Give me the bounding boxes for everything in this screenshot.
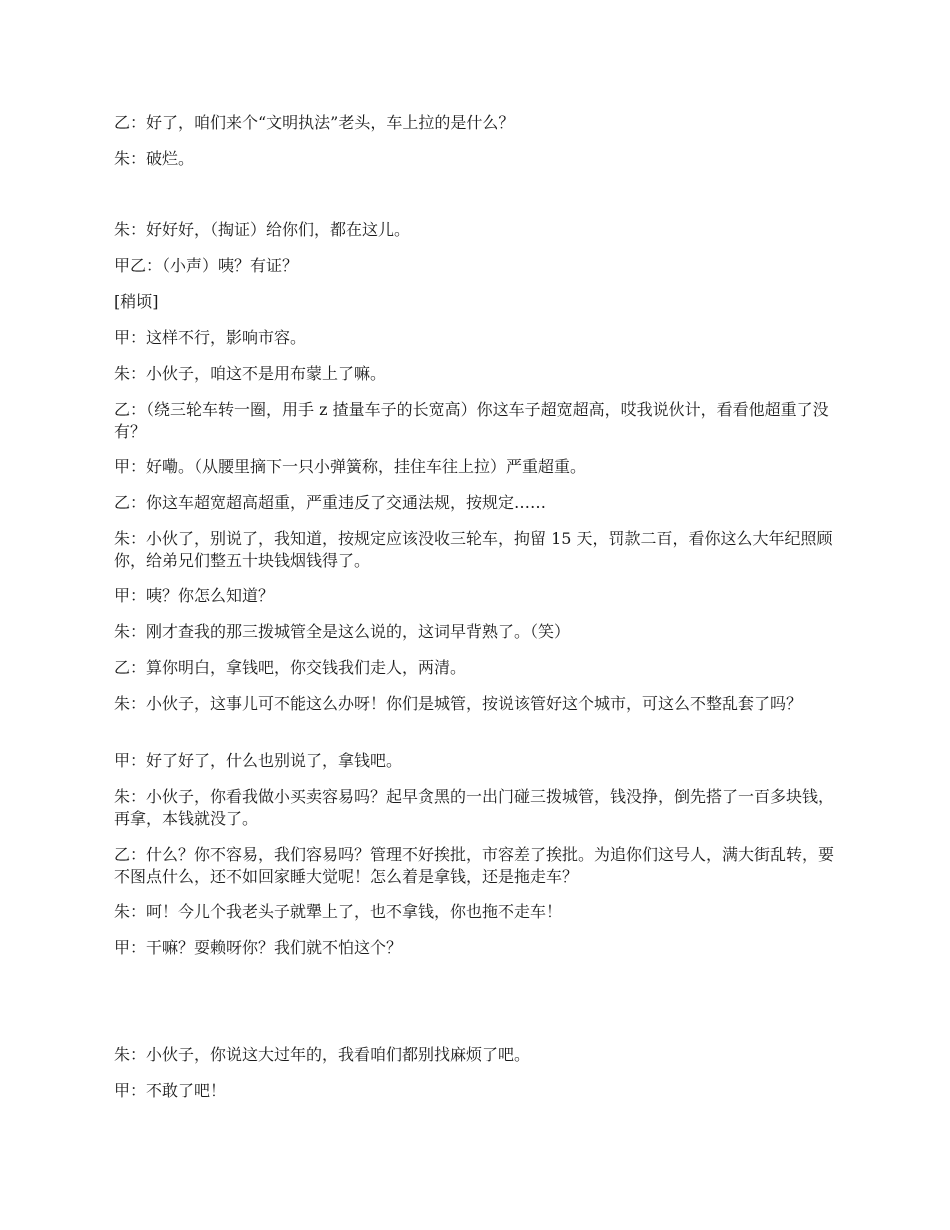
dialogue-line-9: 乙：你这车超宽超高超重，严重违反了交通法规，按规定…… [114, 493, 547, 512]
dialogue-line-19: 甲：干嘛？耍赖呀你？我们就不怕这个？ [114, 938, 403, 957]
dialogue-line-10: 朱：小伙了，别说了，我知道，按规定应该没收三轮车，拘留 15 天，罚款二百，看你这么大年纪照顾你，给弟兄们整五十块钱烟钱得了。 [114, 529, 833, 570]
dialogue-line-12: 朱：刚才查我的那三拨城管全是这么说的，这词早背熟了。（笑） [114, 622, 571, 641]
dialogue-line-7: 乙：（绕三轮车转一圈，用手 z 揸量车子的长宽高）你这车子超宽超高，哎我说伙计，看看他超重了没有？ [114, 400, 829, 441]
dialogue-line-3: 朱：好好好，（掏证）给你们，都在这儿。 [114, 220, 411, 239]
dialogue-line-4: 甲乙：（小声）咦？有证？ [114, 256, 299, 275]
dialogue-line-21: 甲：不敢了吧！ [114, 1081, 227, 1100]
stage-direction: [稍顷] [114, 292, 159, 311]
dialogue-line-15: 甲：好了好了，什么也别说了，拿钱吧。 [114, 751, 403, 770]
dialogue-line-8: 甲：好嘞。（从腰里摘下一只小弹簧称，挂住车往上拉）严重超重。 [114, 457, 587, 476]
dialogue-line-18: 朱：呵！今儿个我老头子就犟上了，也不拿钱，你也拖不走车！ [114, 902, 563, 921]
dialogue-line-14: 朱：小伙子，这事儿可不能这么办呀！你们是城管，按说该管好这个城市，可这么不整乱套了吗？ [114, 694, 803, 713]
dialogue-line-17: 乙：什么？你不容易，我们容易吗？管理不好挨批，市容差了挨批。为追你们这号人，满大街乱转，要不图点什么，还不如回家睡大觉呢！怎么着是拿钱，还是拖走车？ [114, 845, 835, 886]
dialogue-line-5: 甲：这样不行，影响市容。 [114, 328, 307, 347]
dialogue-line-2: 朱：破烂。 [114, 149, 195, 168]
dialogue-line-6: 朱：小伙子，咱这不是用布蒙上了嘛。 [114, 364, 387, 383]
dialogue-line-13: 乙：算你明白，拿钱吧，你交钱我们走人，两清。 [114, 658, 467, 677]
dialogue-line-1: 乙：好了，咱们来个“文明执法”老头，车上拉的是什么？ [114, 113, 515, 132]
dialogue-line-11: 甲：咦？你怎么知道？ [114, 586, 275, 605]
dialogue-line-16: 朱：小伙子，你看我做小买卖容易吗？起早贪黑的一出门碰三拨城管，钱没挣，倒先搭了一百多块钱，再拿，本钱就没了。 [114, 787, 835, 828]
dialogue-line-20: 朱：小伙子，你说这大过年的，我看咱们都别找麻烦了吧。 [114, 1045, 531, 1064]
